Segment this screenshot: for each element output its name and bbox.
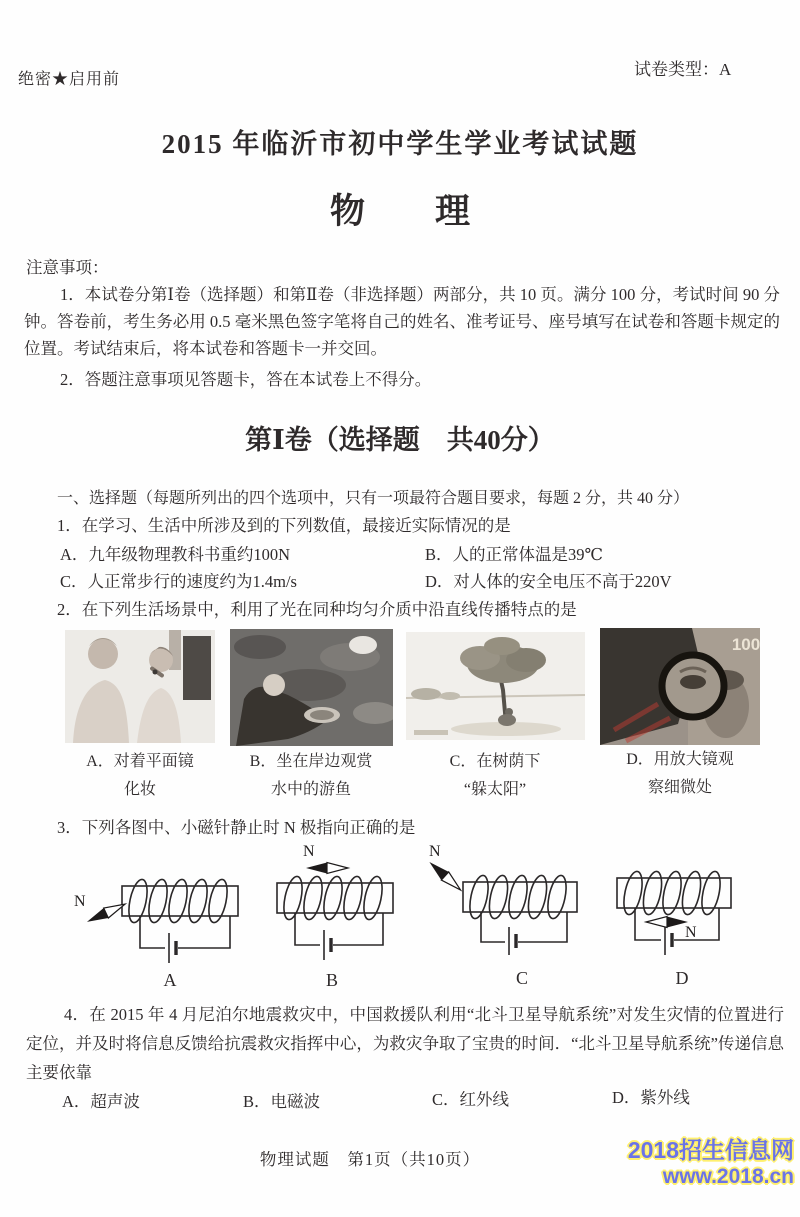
- photo-makeup-at-mirror-art: [65, 630, 215, 743]
- q2-caption-d-line1: [598, 746, 762, 774]
- q1-option-b-text: 人的正常体温是39℃: [452, 545, 603, 564]
- photo-watching-fish-art: [230, 629, 393, 746]
- needle-n-label-b: N: [303, 843, 315, 860]
- q2-stem: 2．在下列生活场景中，利用了光在同种均匀介质中沿直线传播特点的是: [57, 600, 577, 619]
- photo-a-left-head: [88, 639, 118, 669]
- photo-c-watermark-blur: [414, 730, 448, 735]
- photo-c-person-body: [498, 714, 516, 726]
- coil-core-c: [463, 882, 577, 912]
- q1-option-a-text: 九年级物理教科书重约100N: [88, 545, 291, 564]
- q2-caption-c-line1: [404, 748, 586, 776]
- needle-white-half: [646, 917, 667, 928]
- needle-black-half: [306, 863, 327, 874]
- compass-needle-icon: [85, 899, 128, 927]
- coil-loop: [166, 878, 191, 924]
- q4-option-a-text: 超声波: [90, 1092, 140, 1111]
- q4-option-c-label: C．: [432, 1090, 460, 1109]
- q2-caption-b-text2: 水中的游鱼: [270, 781, 351, 798]
- coil-loop: [206, 878, 231, 924]
- q1-stem: 1．在学习、生活中所涉及到的下列数值，最接近实际情况的是: [57, 516, 511, 535]
- coil-loop: [486, 874, 511, 920]
- solenoid-diagram-d-art: [603, 845, 748, 970]
- photo-c-canopy4: [484, 637, 520, 655]
- photo-a-lipstick: [153, 670, 158, 675]
- q2-caption-a-line1: [65, 748, 215, 776]
- photo-b-lightpatch: [349, 636, 377, 654]
- paper-type-label: 试卷类型：A: [634, 60, 732, 79]
- solenoid-diagram-b: [265, 842, 405, 973]
- q1-option-c-label: C．: [60, 572, 88, 591]
- wire-right-a: [178, 916, 230, 948]
- photo-b-basket-inner: [310, 710, 334, 720]
- diagram-label-a: A: [163, 970, 177, 990]
- coil-core-b: [277, 883, 393, 913]
- q4-option-d-label: D．: [612, 1088, 641, 1107]
- diagram-label-b: B: [325, 970, 338, 990]
- exam-title: 2015 年临沂市初中学生学业考试试题: [161, 129, 639, 159]
- coil-loop: [545, 874, 570, 920]
- compass-needle-icon: [306, 863, 348, 874]
- diagram-label-c: C: [515, 968, 528, 988]
- needle-n-label-c: N: [429, 843, 441, 860]
- q4-option-a: [62, 1088, 140, 1112]
- coil-loop: [525, 874, 550, 920]
- coil-loop: [301, 875, 326, 921]
- coil-loop: [146, 878, 171, 924]
- site-watermark: [628, 1136, 794, 1190]
- solenoid-diagram-a: [70, 848, 255, 973]
- diagram-label-d: D: [675, 968, 689, 988]
- wire-left-a: [140, 916, 165, 948]
- q1-option-d: [425, 568, 672, 592]
- coil-loop: [281, 875, 306, 921]
- q1-option-d-label: D．: [425, 572, 454, 591]
- q2-caption-b-line1: [228, 748, 394, 776]
- q3-stem: 3．下列各图中、小磁针静止时 N 极指向正确的是: [57, 818, 416, 837]
- coil-loop: [341, 875, 366, 921]
- q2-caption-a-letter: A．: [86, 753, 114, 770]
- photo-makeup-at-mirror: [65, 630, 215, 743]
- coil-core-a: [122, 886, 238, 916]
- q1-option-b: [425, 541, 603, 565]
- photo-a-darkblock: [183, 636, 211, 700]
- solenoid-diagram-a-art: [70, 848, 255, 973]
- coil-loop: [321, 875, 346, 921]
- q4-stem: 4．在 2015 年 4 月尼泊尔地震救灾中，中国救援队利用“北斗卫星导航系统”对发生灾情的位置进行定位，并及时将信息反馈给抗震救灾指挥中心，为救灾争取了宝贵的时间．“北斗卫星导航系统”传递信息主要依靠: [26, 1005, 784, 1082]
- q2-caption-b-letter: B．: [249, 753, 277, 770]
- coil-loop: [186, 878, 211, 924]
- wire-left-b: [295, 913, 320, 945]
- q4-option-c-text: 红外线: [459, 1090, 510, 1109]
- wire-right-c: [518, 912, 567, 942]
- watermark-line2: www.2018.cn: [662, 1165, 794, 1188]
- photo-c-bush2: [440, 692, 460, 700]
- photo-magnifier-banknote: [600, 628, 760, 745]
- q2-caption-a-text1: 对着平面镜: [113, 753, 194, 770]
- q2-caption-c-letter: C．: [449, 753, 477, 770]
- subject-title: 物 理: [329, 192, 470, 231]
- q4-option-d-text: 紫外线: [640, 1088, 690, 1107]
- solenoid-diagram-c-art: [425, 842, 585, 973]
- q4-option-c: [432, 1086, 509, 1110]
- needle-n-label-d: N: [685, 924, 697, 941]
- q1-option-c: [60, 568, 297, 592]
- q1-option-a: [60, 541, 290, 565]
- q4-option-d: [612, 1084, 690, 1108]
- photo-b-head: [263, 674, 285, 696]
- needle-white-half: [327, 863, 348, 874]
- compass-needle-icon: [426, 858, 465, 894]
- needle-n-label-a: N: [74, 893, 86, 910]
- watermark-line1: 2018招生信息网: [627, 1137, 794, 1163]
- solenoid-diagram-d: [603, 845, 748, 970]
- photo-tree-shade: [406, 632, 585, 740]
- coil-loop: [361, 875, 386, 921]
- photo-watching-fish: [230, 629, 393, 746]
- compass-needle-icon: [646, 917, 688, 928]
- wire-right-b: [333, 913, 383, 945]
- coil-core-d: [617, 878, 731, 908]
- q2-caption-b-text1: 坐在岸边观赏: [276, 753, 373, 770]
- q4-option-b-text: 电磁波: [270, 1092, 321, 1111]
- q2-caption-d-text1: 用放大镜观: [653, 751, 734, 768]
- section1-intro: 一、选择题（每题所列出的四个选项中，只有一项最符合题目要求，每题 2 分，共 40 分）: [57, 490, 690, 507]
- solenoid-diagram-c: [425, 842, 585, 973]
- coil-loop: [467, 874, 492, 920]
- coil-loop: [640, 870, 665, 916]
- q1-option-d-text: 对人体的安全电压不高于220V: [453, 572, 672, 591]
- coil-loop: [679, 870, 704, 916]
- solenoid-diagram-b-art: [265, 842, 405, 973]
- q2-caption-d: [598, 746, 762, 802]
- q1-option-c-text: 人正常步行的速度约为1.4m/s: [87, 572, 297, 591]
- photo-d-eye: [680, 675, 706, 689]
- security-label: 绝密★启用前: [18, 71, 121, 88]
- coil-loop: [506, 874, 531, 920]
- photo-c-bush1: [411, 688, 441, 700]
- q4-option-a-label: A．: [62, 1092, 91, 1111]
- q2-caption-d-text2: 察细微处: [647, 779, 712, 796]
- section1-heading: 第Ⅰ卷（选择题 共40分）: [245, 425, 555, 455]
- q2-caption-c-text2: “躲太阳”: [463, 781, 527, 798]
- q2-caption-a-text2: 化妆: [123, 781, 156, 798]
- photo-tree-shade-art: [406, 632, 585, 740]
- q1-option-a-label: A．: [60, 545, 89, 564]
- q1-option-b-label: B．: [425, 545, 453, 564]
- q2-caption-a: [65, 748, 215, 804]
- notice-item-2: 2．答题注意事项见答题卡，答在本试卷上不得分。: [60, 370, 432, 389]
- notices-heading: 注意事项：: [26, 258, 109, 277]
- q2-caption-c: [404, 748, 586, 804]
- coil-loop: [126, 878, 151, 924]
- q4-option-b: [243, 1088, 320, 1112]
- notice-item-1: 1．本试卷分第Ⅰ卷（选择题）和第Ⅱ卷（非选择题）两部分，共 10 页。满分 100 分，考试时间 90 分钟。答卷前，考生务必用 0.5 毫米黑色签字笔将自己的姓名、准考证号、座号填写在试卷和答题卡规定的位置。考试结束后，将本试卷和答题卡一并交回。: [24, 285, 780, 358]
- q2-caption-d-letter: D．: [626, 751, 654, 768]
- coil-loop: [621, 870, 646, 916]
- coil-loop: [660, 870, 685, 916]
- needle-white-half: [104, 899, 128, 918]
- wire-left-c: [481, 912, 505, 942]
- q4-option-b-label: B．: [243, 1092, 271, 1111]
- q2-caption-c-text1: 在树荫下: [476, 753, 541, 770]
- photo-magnifier-banknote-art: [600, 628, 760, 745]
- photo-b-rock1: [234, 635, 286, 659]
- page-footer: 物理试题 第1页（共10页）: [259, 1150, 481, 1169]
- photo-d-banknote-text: 100: [731, 635, 760, 654]
- q2-caption-b: [228, 748, 394, 804]
